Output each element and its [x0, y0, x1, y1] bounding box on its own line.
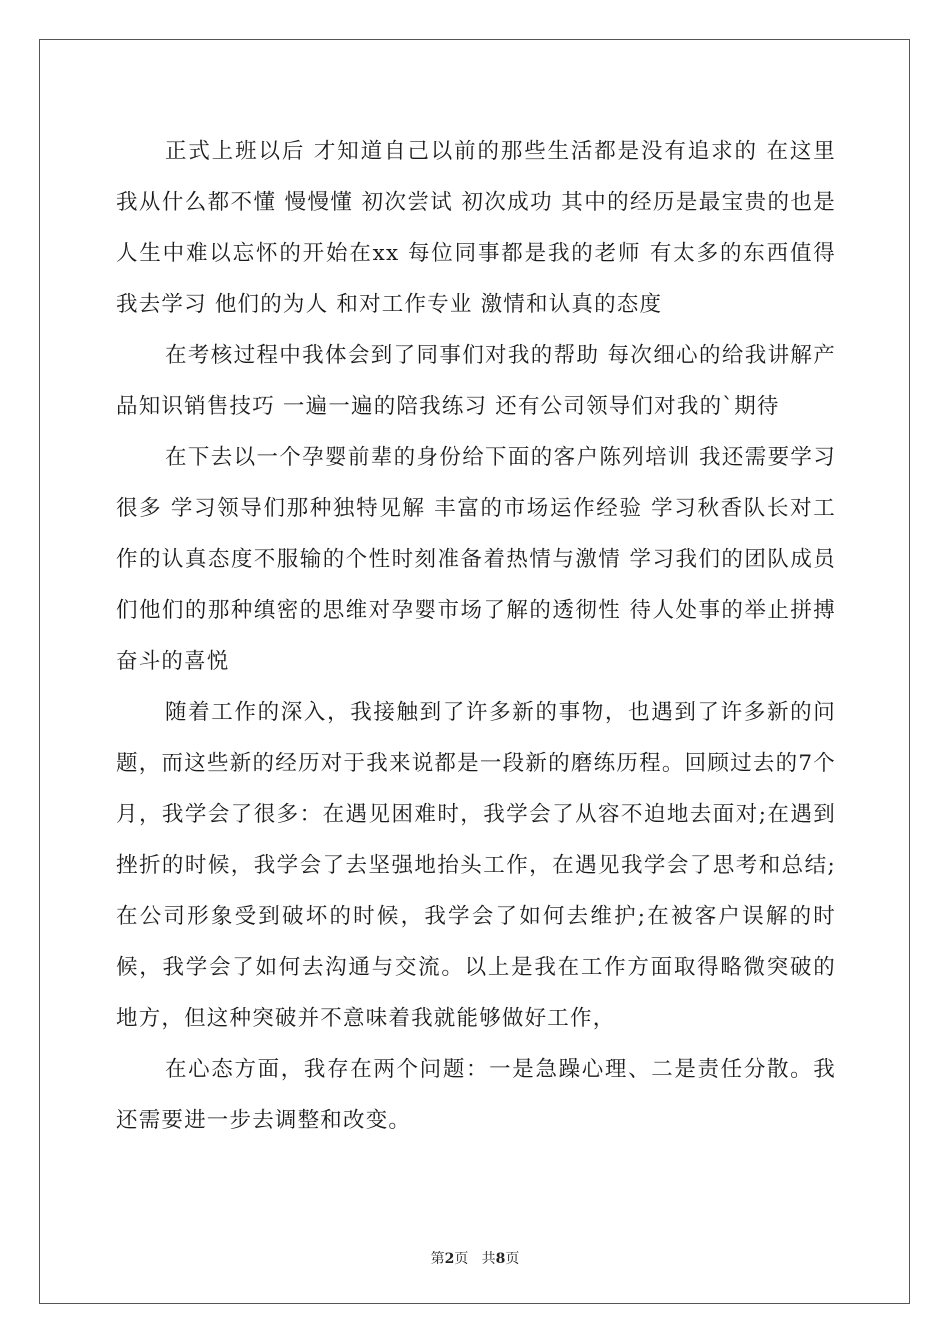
paragraph: 正式上班以后 才知道自己以前的那些生活都是没有追求的 在这里我从什么都不懂 慢慢懂 初次尝试 初次成功 其中的经历是最宝贵的也是人生中难以忘怀的开始在xx 每位同事都是我的老师 有太多的东西值得我去学习 他们的为人 和对工作专业 激情和认真的态度 [116, 139, 836, 317]
paragraph: 在心态方面，我存在两个问题：一是急躁心理、二是责任分散。我还需要进一步去调整和改变。 [116, 1057, 836, 1133]
footer-total-suffix: 页 [505, 1251, 520, 1267]
paragraph: 随着工作的深入，我接触到了许多新的事物，也遇到了许多新的问题，而这些新的经历对于我来说都是一段新的磨练历程。回顾过去的7个月，我学会了很多：在遇见困难时，我学会了从容不迫地去面对;在遇到挫折的时候，我学会了去坚强地抬头工作，在遇见我学会了思考和总结;在公司形象受到破坏的时候，我学会了如何去维护;在被客户误解的时候，我学会了如何去沟通与交流。以上是我在工作方面取得略微突破的地方，但这种突破并不意味着我就能够做好工作， [116, 700, 836, 1031]
footer-page-number: 2 [444, 1251, 455, 1267]
footer-total-pages: 8 [495, 1251, 506, 1267]
paragraph: 在考核过程中我体会到了同事们对我的帮助 每次细心的给我讲解产品知识销售技巧 一遍一遍的陪我练习 还有公司领导们对我的`期待 [116, 343, 836, 419]
footer-page-prefix: 第 [430, 1251, 445, 1267]
footer-page-suffix: 页 [454, 1251, 469, 1267]
page-footer [0, 1248, 950, 1268]
footer-total-prefix: 共 [481, 1251, 496, 1267]
document-body [116, 126, 836, 1146]
paragraph: 在下去以一个孕婴前辈的身份给下面的客户陈列培训 我还需要学习很多 学习领导们那种独特见解 丰富的市场运作经验 学习秋香队长对工作的认真态度不服输的个性时刻准备着热情与激情 学习我们的团队成员们他们的那种缜密的思维对孕婴市场了解的透彻性 待人处事的举止拼搏奋斗的喜悦 [116, 445, 836, 674]
